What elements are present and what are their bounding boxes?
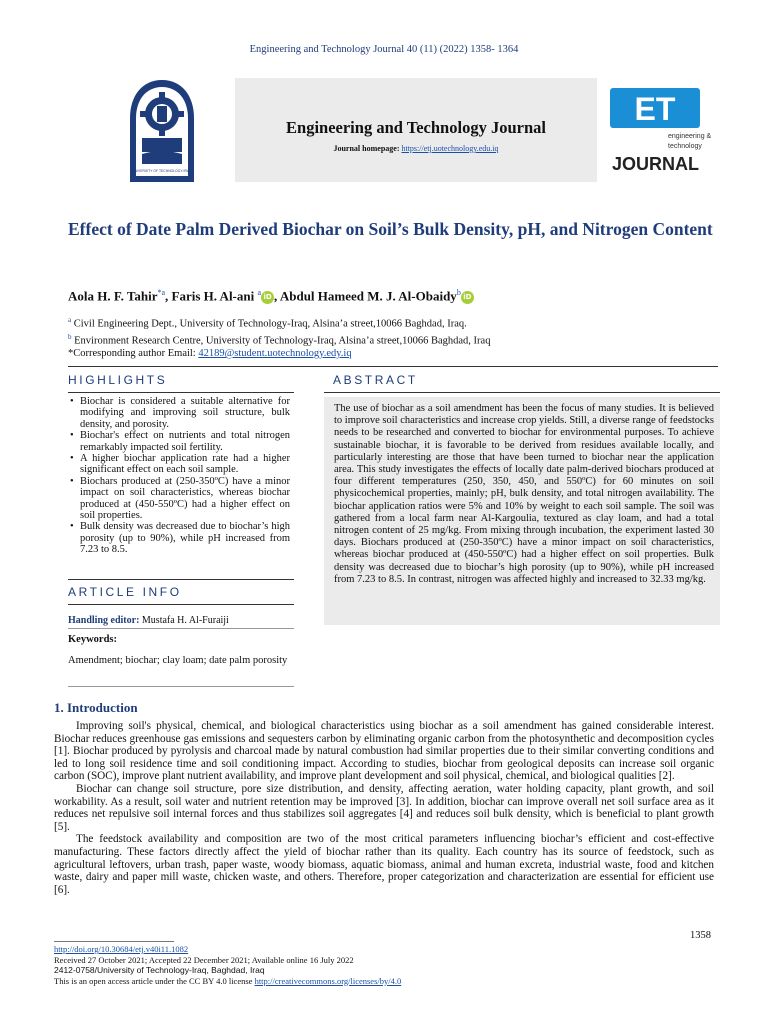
journal-logo xyxy=(608,86,712,178)
homepage-label: Journal homepage: xyxy=(333,144,400,153)
homepage-link[interactable]: https://etj.uotechnology.edu.iq xyxy=(401,144,499,153)
body-paragraph: Improving soil's physical, chemical, and biological characteristics using biochar as a soil amendment has gained considerable interest. Biochar reduces greenhouse gas emissions and sequesters carbon by eliminating organic carbon from the photosynthetic and decomposition cycles [1]. Biochar produced by pyrolysis and charcoal made by natural combustion had similar properties due to their similar converting conditions and led to long soil residence time and soil conditioning impact. According to studies, biochar from geological deposits can increase soil organic carbon (SOC), improve plant nutrient availability, and improve plant development and soil physical, chemical, and biological qualities [2]. xyxy=(54,720,714,783)
masthead xyxy=(120,72,712,192)
author-name: Faris H. Al-ani xyxy=(171,288,255,304)
license-text: This is an open access article under the CC BY 4.0 license xyxy=(54,975,253,986)
paper-title: Effect of Date Palm Derived Biochar on Soil’s Bulk Density, pH, and Nitrogen Content xyxy=(68,219,713,239)
divider xyxy=(68,392,294,393)
issn-line: 2412-0758/University of Technology-Iraq, Baghdad, Iraq xyxy=(54,965,265,975)
highlights-list xyxy=(68,396,290,556)
affiliation-item xyxy=(68,314,718,331)
journal-logo-sub2: technology xyxy=(668,143,702,150)
highlight-item: • Biochar's effect on nutrients and total nitrogen remarkably impacted soil fertility. xyxy=(68,430,290,453)
divider xyxy=(68,686,294,687)
handling-editor xyxy=(68,615,298,626)
license-line xyxy=(54,976,504,987)
journal-homepage xyxy=(235,144,597,153)
page-number: 1358 xyxy=(690,930,711,941)
journal-title: Engineering and Technology Journal xyxy=(286,118,546,137)
abstract-text: The use of biochar as a soil amendment has been the focus of many studies. It is believed to improve soil characteristics and increase crop yields. Still, a diverse range of feedstocks needs to be researched and converted to biochar for environmental purposes. To achieve sustainable biochar, it is favorable to be derived from residues available locally, and particularly interesting are those that have been turned to biochar near the application area. This study investigates the effects of locally date palm-derived biochars produced at four different temperatures (250, 350, 450, and 550ºC) for 60 minutes on soil physicochemical properties, mainly; pH, bulk density, and total nitrogen availability. The biochar application ratios were 5% and 10% by weight to each soil sample. The soil was gathered from a local farm near Al-Kargoulia, textured as clay loam, and had a total nitrogen content of 25 mg/kg. From mixing through incubation, the experiment lasted 30 days. Biochars produced at (250-350ºC) have a minor impact on soil characteristics, whereas biochar produced at (450-550ºC) had a higher effect on soil properties. Bulk density was decreased due to biochar’s high porosity (up to 90%), while pH increased from 7.23 to 8.5. In contrast, nitrogen was affected highly and increased to 32.33 mg/kg. xyxy=(334,403,714,585)
author-list: Aola H. F. Tahir$^{*a}$, Faris H. Al-ani $^a$iD , Abdul Hameed M. J. Al-Obaidy$^b$iD xyxy=(68,288,718,304)
corresponding-label: *Corresponding author Email: xyxy=(68,348,196,359)
affiliation-text: Civil Engineering Dept., University of Technology-Iraq, Alsina’a street,10066 Baghdad, Iraq. xyxy=(73,318,467,330)
journal-logo-mark: ET xyxy=(634,91,676,127)
affiliation-sup: b xyxy=(68,332,72,341)
highlight-item: • Biochars produced at (250-350ºC) have a minor impact on soil characteristics, whereas biochar produced at (450-550ºC) had a higher effect on soil properties. xyxy=(68,476,290,522)
footer xyxy=(54,944,504,986)
affiliation-item xyxy=(68,331,718,348)
keywords-text: Amendment; biochar; clay loam; date palm porosity xyxy=(68,655,288,666)
article-info-heading: ARTICLE INFO xyxy=(68,585,182,599)
highlight-item: • Biochar is considered a suitable alternative for modifying and improving soil structure, bulk density, and porosity. xyxy=(68,396,290,430)
journal-reference: Engineering and Technology Journal 40 (11) (2022) 1358- 1364 xyxy=(249,44,519,55)
license-link[interactable]: http://creativecommons.org/licenses/by/4.0 xyxy=(254,975,402,986)
affiliation-text: Environment Research Centre, University of Technology-Iraq, Alsina’a street,10066 Baghdad, Iraq xyxy=(74,335,491,346)
divider xyxy=(68,628,294,629)
divider xyxy=(68,579,294,580)
abstract-heading: ABSTRACT xyxy=(333,373,418,387)
highlight-item: • A higher biochar application rate had a higher significant effect on each soil sample. xyxy=(68,453,290,476)
university-logo-text: UNIVERSITY OF TECHNOLOGY-IRAQ xyxy=(132,169,192,173)
article-dates: Received 27 October 2021; Accepted 22 December 2021; Available online 16 July 2022 xyxy=(54,954,354,965)
author-sup: b xyxy=(456,288,461,297)
university-logo xyxy=(128,78,196,188)
masthead-band xyxy=(235,78,597,182)
footnote-divider xyxy=(54,941,174,942)
corresponding-email-link[interactable]: 42189@student.uotechnology.edy.iq xyxy=(198,348,352,359)
introduction-body xyxy=(54,720,714,896)
doi-link[interactable]: http://doi.org/10.30684/etj.v40i11.1082 xyxy=(54,944,189,954)
orcid-icon[interactable]: iD xyxy=(461,291,474,304)
section-heading-introduction: 1. Introduction xyxy=(54,700,138,715)
body-paragraph: Biochar can change soil structure, pore size distribution, and density, affecting aeration, water holding capacity, plant growth, and soil workability. As a result, soil water and nutrient retention may be improved [3]. In addition, biochar can improve overall net soil surface area as it reduces net repulsive soil internal forces and thus stabilizes soil aggregates [4] and reduces soil bulk density, which is beneficial to plant growth [5]. xyxy=(54,782,714,833)
handling-label: Handling editor: xyxy=(68,615,140,626)
corresponding-author xyxy=(68,347,718,360)
highlights-heading: HIGHLIGHTS xyxy=(68,373,168,387)
author-name: Aola H. F. Tahir xyxy=(68,288,158,304)
divider xyxy=(68,366,718,367)
orcid-icon[interactable]: iD xyxy=(261,291,274,304)
author-sup: *a xyxy=(157,288,166,297)
body-paragraph: The feedstock availability and composition are two of the most critical parameters influencing biochar’s efficient and cost-effective manufacturing. These factors directly affect the yield of biochar rather than its quality. Each country has its source of feedstock, such as agricultural leftovers, urban trash, paper waste, woody biomass, aquatic biomass, animal and human excreta, industrial waste, food and kitchen waste, dairy and paper mill waste, chicken waste, and others. Therefore, proper categorization and characterization are essential for efficient use [6]. xyxy=(54,833,714,896)
journal-logo-sub1: engineering & xyxy=(668,133,712,140)
highlight-item: • Bulk density was decreased due to biochar’s high porosity (up to 90%), while pH increased from 7.23 to 8.5. xyxy=(68,521,290,555)
divider xyxy=(68,604,294,605)
affiliation-sup: a xyxy=(68,316,72,324)
author-name: Abdul Hameed M. J. Al-Obaidy xyxy=(279,288,457,304)
divider xyxy=(324,392,720,393)
affiliations xyxy=(68,314,718,360)
journal-logo-word: JOURNAL xyxy=(612,154,700,174)
handling-editor-name: Mustafa H. Al-Furaiji xyxy=(141,615,229,626)
author-sup: a xyxy=(257,288,262,297)
keywords-label: Keywords: xyxy=(68,634,117,645)
